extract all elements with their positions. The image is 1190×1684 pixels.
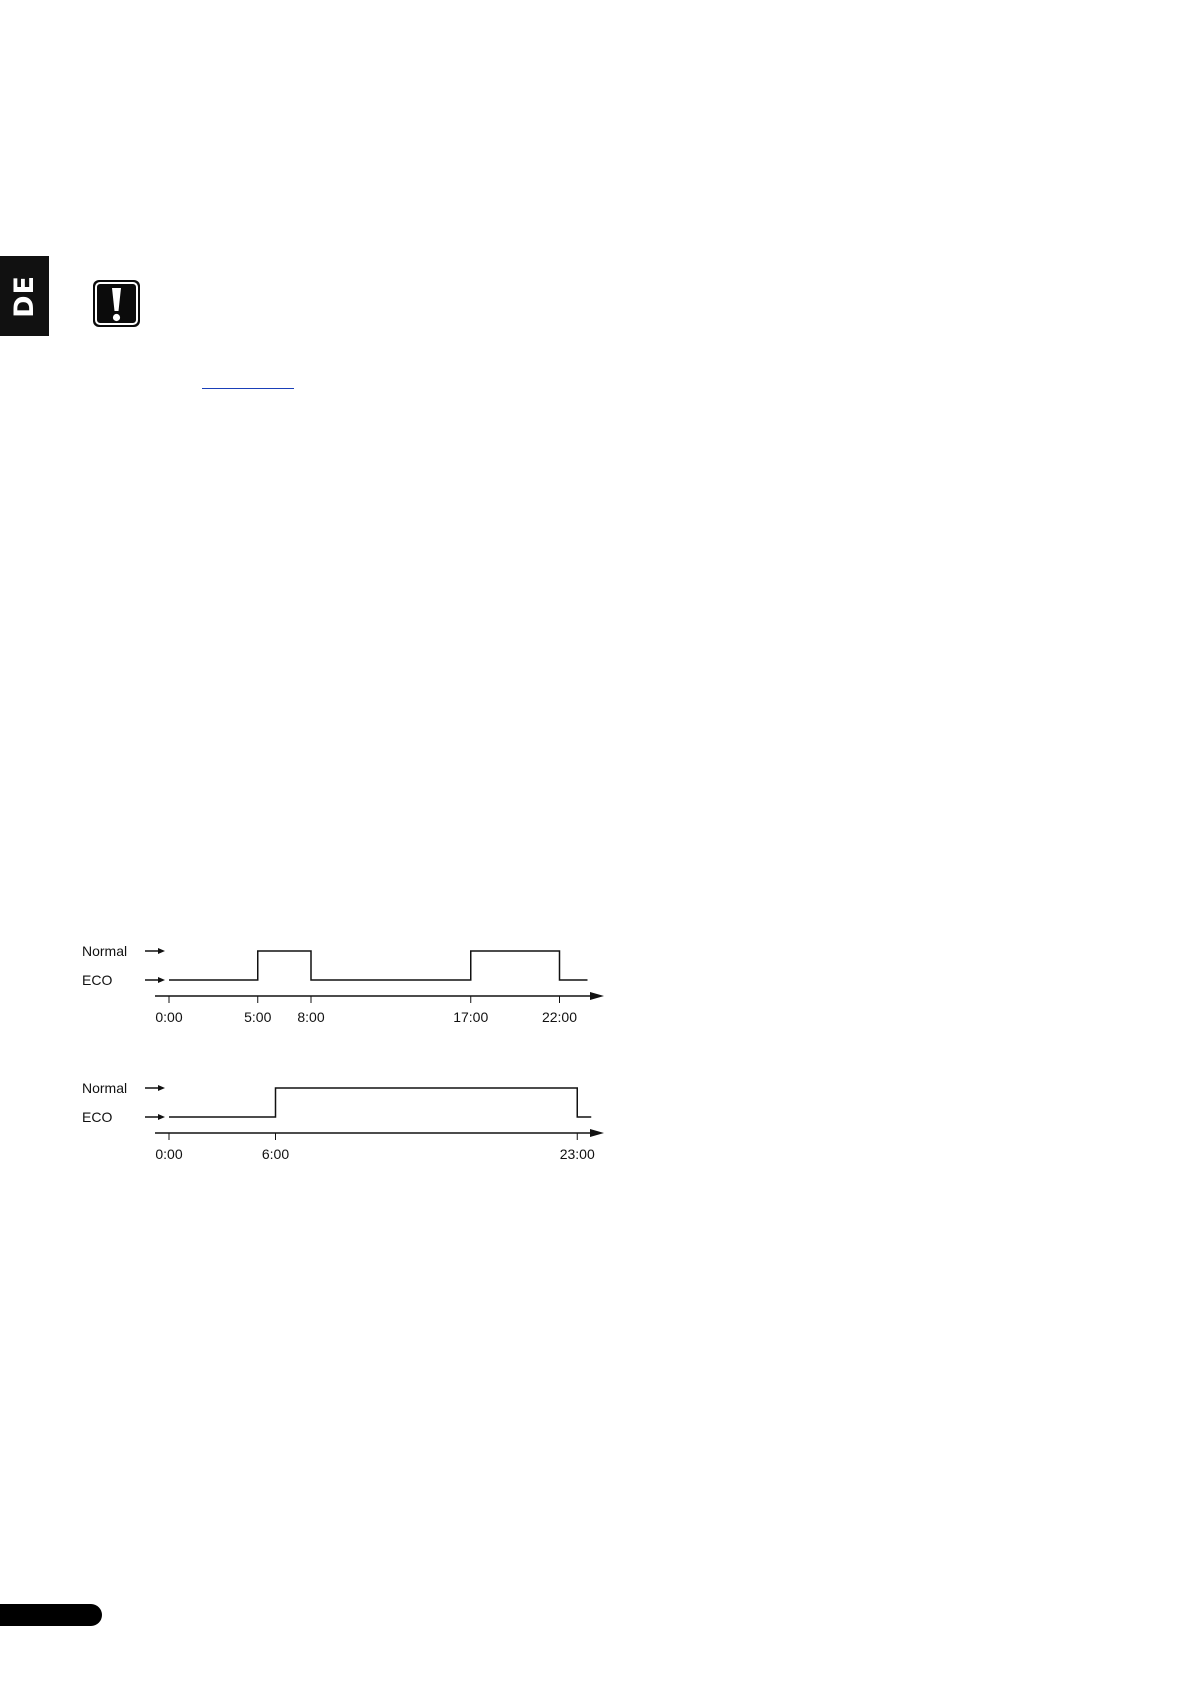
tick-label: 0:00 <box>155 1146 183 1162</box>
tick-label: 22:00 <box>541 1009 578 1025</box>
tick-label: 6:00 <box>261 1146 290 1162</box>
link-underline[interactable] <box>202 388 294 389</box>
level-arrow-head <box>158 1085 165 1091</box>
level-arrow-head <box>158 948 165 954</box>
level-label: Normal <box>82 943 128 959</box>
level-arrow-head <box>158 977 165 983</box>
level-label: ECO <box>82 1109 113 1125</box>
time-axis-arrow <box>590 1129 604 1137</box>
level-label: ECO <box>82 972 113 988</box>
schedule-chart-2 <box>70 1065 595 1175</box>
schedule-step-line <box>169 951 588 980</box>
exclamation-warning-icon <box>91 278 142 329</box>
tick-label: 0:00 <box>155 1009 183 1025</box>
language-tab-label: DE <box>8 274 40 318</box>
time-axis-arrow <box>590 992 604 1000</box>
tick-label: 17:00 <box>453 1009 489 1025</box>
schedule-chart-1 <box>70 928 578 1038</box>
level-label: Normal <box>82 1080 128 1096</box>
tick-label: 8:00 <box>297 1009 325 1025</box>
schedule-step-line <box>169 1088 591 1117</box>
tick-label: 23:00 <box>559 1146 595 1162</box>
level-arrow-head <box>158 1114 165 1120</box>
page-footer-bar <box>0 1604 102 1626</box>
tick-label: 5:00 <box>244 1009 272 1025</box>
language-tab <box>0 256 49 336</box>
